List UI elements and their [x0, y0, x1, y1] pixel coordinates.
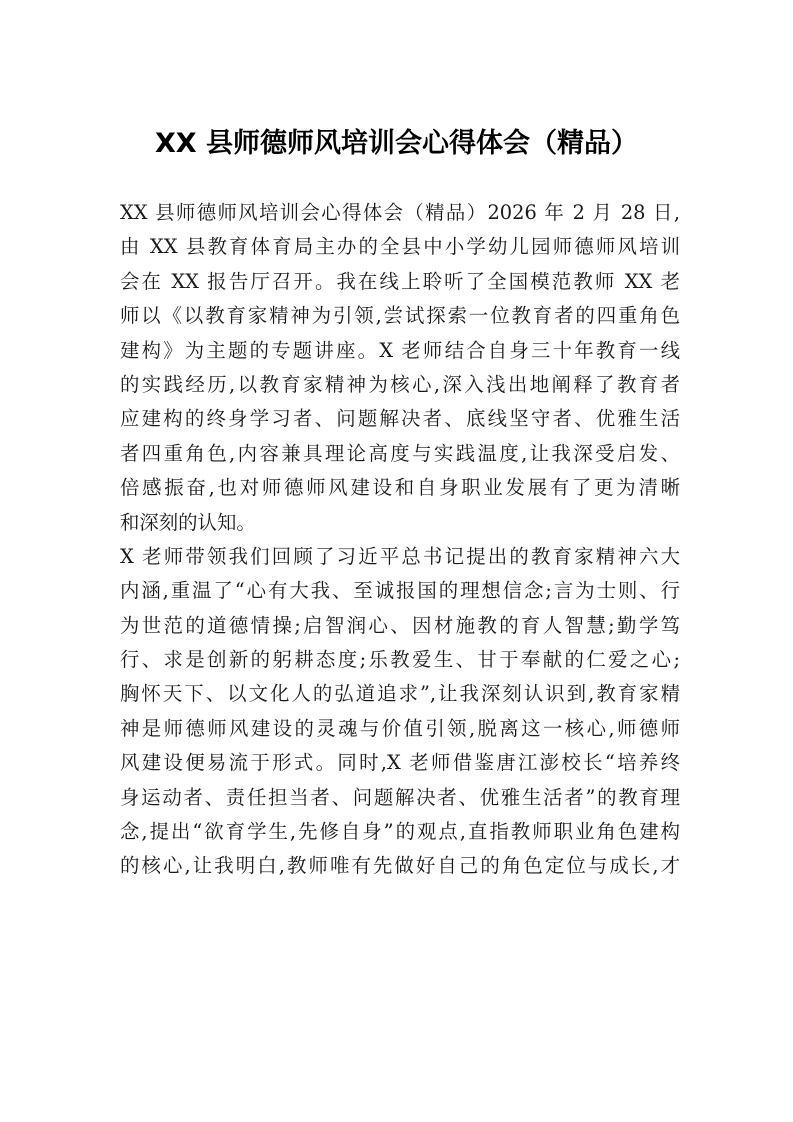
- text-line: 身运动者、责任担当者、问题解决者、优雅生活者”的教育理: [120, 785, 680, 809]
- text-line: 由 XX 县教育体育局主办的全县中小学幼儿园师德师风培训: [120, 235, 680, 259]
- text-line: 风建设便易流于形式。同时,X 老师借鉴唐江澎校长“培养终: [120, 751, 680, 775]
- text-line: 为世范的道德情操;启智润心、因材施教的育人智慧;勤学笃: [120, 613, 680, 637]
- text-line: 和深刻的认知。: [120, 510, 256, 534]
- paragraph-1: [120, 196, 680, 540]
- text-line: 建构》为主题的专题讲座。X 老师结合自身三十年教育一线: [120, 338, 680, 362]
- text-line: 的实践经历,以教育家精神为核心,深入浅出地阐释了教育者: [120, 372, 680, 396]
- text-line: 胸怀天下、以文化人的弘道追求”,让我深刻认识到,教育家精: [120, 682, 680, 706]
- text-line: X 老师带领我们回顾了习近平总书记提出的教育家精神六大: [120, 544, 680, 568]
- text-line: 倍感振奋,也对师德师风建设和自身职业发展有了更为清晰: [120, 476, 680, 500]
- text-line: 会在 XX 报告厅召开。我在线上聆听了全国模范教师 XX 老: [120, 269, 680, 293]
- text-line: 神是师德师风建设的灵魂与价值引领,脱离这一核心,师德师: [120, 716, 680, 740]
- text-line: XX 县师德师风培训会心得体会（精品）2026 年 2 月 28 日,: [120, 201, 680, 224]
- text-line: 师以《以教育家精神为引领,尝试探索一位教育者的四重角色: [120, 304, 680, 328]
- text-line: 念,提出“欲育学生,先修自身”的观点,直指教师职业角色建构: [120, 820, 680, 844]
- text-line: 者四重角色,内容兼具理论高度与实践温度,让我深受启发、: [120, 441, 680, 465]
- text-line: 应建构的终身学习者、问题解决者、底线坚守者、优雅生活: [120, 407, 680, 431]
- text-line: 行、求是创新的躬耕态度;乐教爱生、甘于奉献的仁爱之心;: [120, 648, 680, 672]
- text-line: 的核心,让我明白,教师唯有先做好自己的角色定位与成长,才: [120, 854, 680, 878]
- text-line: 内涵,重温了“心有大我、至诚报国的理想信念;言为士则、行: [120, 579, 680, 603]
- document-body: [120, 196, 680, 884]
- paragraph-2: [120, 540, 680, 884]
- document-title: XX 县师德师风培训会心得体会（精品）: [154, 128, 639, 159]
